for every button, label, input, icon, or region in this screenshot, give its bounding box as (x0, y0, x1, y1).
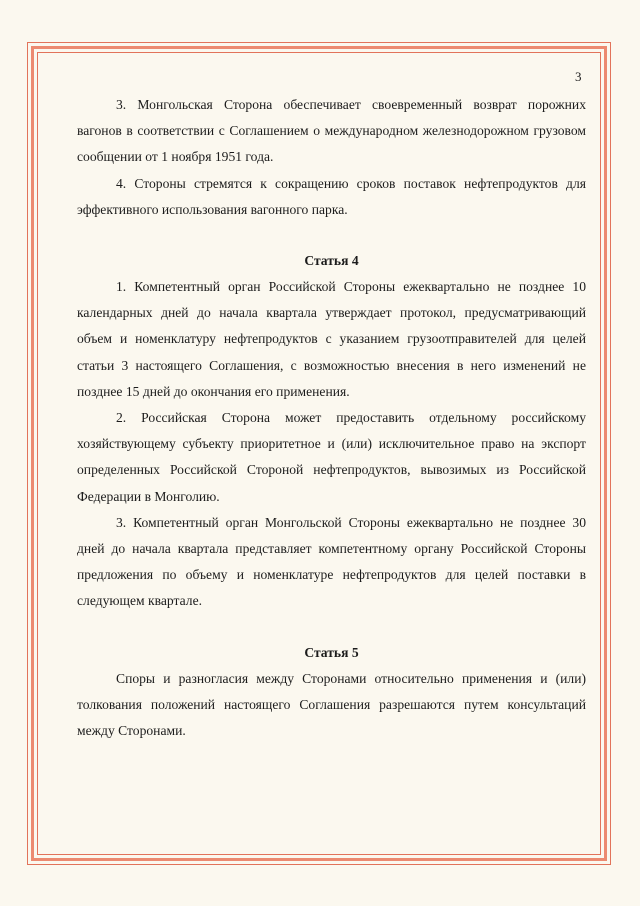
page-number: 3 (575, 69, 582, 84)
article3-paragraph-4: 4. Стороны стремятся к сокращению сроков поставок нефтепродуктов для эффективного использования вагонного парка. (77, 175, 586, 217)
article4-title: Статья 4 (304, 253, 359, 269)
article4-paragraph-2: 2. Российская Сторона может предоставить отдельному российскому хозяйствующему субъекту приоритетное и (или) исключительное право на экспорт определенных Российской Стороной нефтепродуктов, вывозимых из Российской Федерации в Монголию. (77, 410, 586, 504)
article3-paragraph-3: 3. Монгольская Сторона обеспечивает своевременный возврат порожних вагонов в соответствии с Соглашением о международном железнодорожном грузовом сообщении от 1 ноября 1951 года. (77, 97, 586, 165)
article4-paragraph-3: 3. Компетентный орган Монгольской Стороны ежеквартально не позднее 30 дней до начала квартала представляет компетентному органу Российской Стороны предложения по объему и номенклатуре нефтепродуктов для целей поставки в следующем квартале. (77, 514, 586, 609)
article5-paragraph-1: Споры и разногласия между Сторонами относительно применения и (или) толкования положений настоящего Соглашения разрешаются путем консультаций между Сторонами. (77, 670, 586, 739)
document-body (77, 92, 586, 744)
article4-paragraph-1: 1. Компетентный орган Российской Стороны ежеквартально не позднее 10 календарных дней до начала квартала утверждает протокол, предусматривающий объем и номенклатуру нефтепродуктов с указанием грузоотправителей для целей статьи 3 настоящего Соглашения, с возможностью внесения в него изменений не позднее 15 дней до окончания его применения. (77, 279, 586, 399)
article5-title: Статья 5 (304, 644, 359, 660)
